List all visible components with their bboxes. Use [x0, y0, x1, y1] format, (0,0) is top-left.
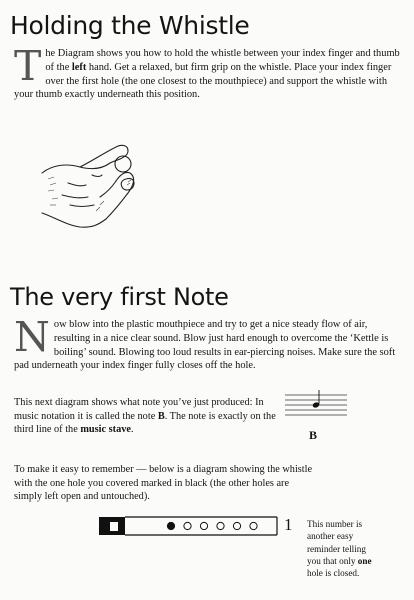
first-note-paragraph: Now blow into the plastic mouthpiece and try to get a nice steady flow of air, resulting in a nice clear sound. Blow just hard enough to overcome the ‘Kettle is boiling’ sound. Blowing too loud results in ear-piercing noises. Make sure the soft pad underneath your index finger fully closes off the hole.	[14, 313, 396, 372]
hand-holding-whistle-illustration	[40, 135, 150, 235]
reminder-note: This number is another easy reminder telling you that only one hole is closed.	[307, 519, 372, 579]
open-hole	[233, 522, 240, 529]
dropcap-n: N	[14, 313, 50, 361]
open-hole	[184, 522, 191, 529]
fingering-paragraph: To make it easy to remember — below is a diagram showing the whistle with the one hole you covered marked in black (the other holes are simply left open and untouched).	[14, 464, 313, 503]
open-hole	[217, 522, 224, 529]
covered-hole	[167, 522, 174, 529]
dropcap-t: T	[14, 42, 42, 90]
holding-paragraph: The Diagram shows you how to hold the whistle between your index finger and thumb of the left hand. Get a relaxed, but firm grip on the whistle. Place your index finger over the first hole (the one closest to the mouthpiece) and support the whistle with your thumb exactly underneath this position.	[14, 42, 400, 101]
whistle-holes	[167, 522, 257, 529]
note-b-head	[312, 390, 320, 409]
open-hole	[200, 522, 207, 529]
section-title-holding: Holding the Whistle	[10, 11, 250, 40]
music-stave	[283, 390, 349, 424]
covered-holes-number: 1	[284, 515, 293, 534]
open-hole	[250, 522, 257, 529]
notation-paragraph: This next diagram shows what note you’ve just produced: In music notation it is called the note B. The note is exactly on the third line of the music stave.	[14, 397, 276, 436]
whistle-fingering-diagram	[99, 515, 279, 537]
section-title-first-note: The very first Note	[10, 283, 229, 311]
note-label: B	[309, 428, 318, 442]
